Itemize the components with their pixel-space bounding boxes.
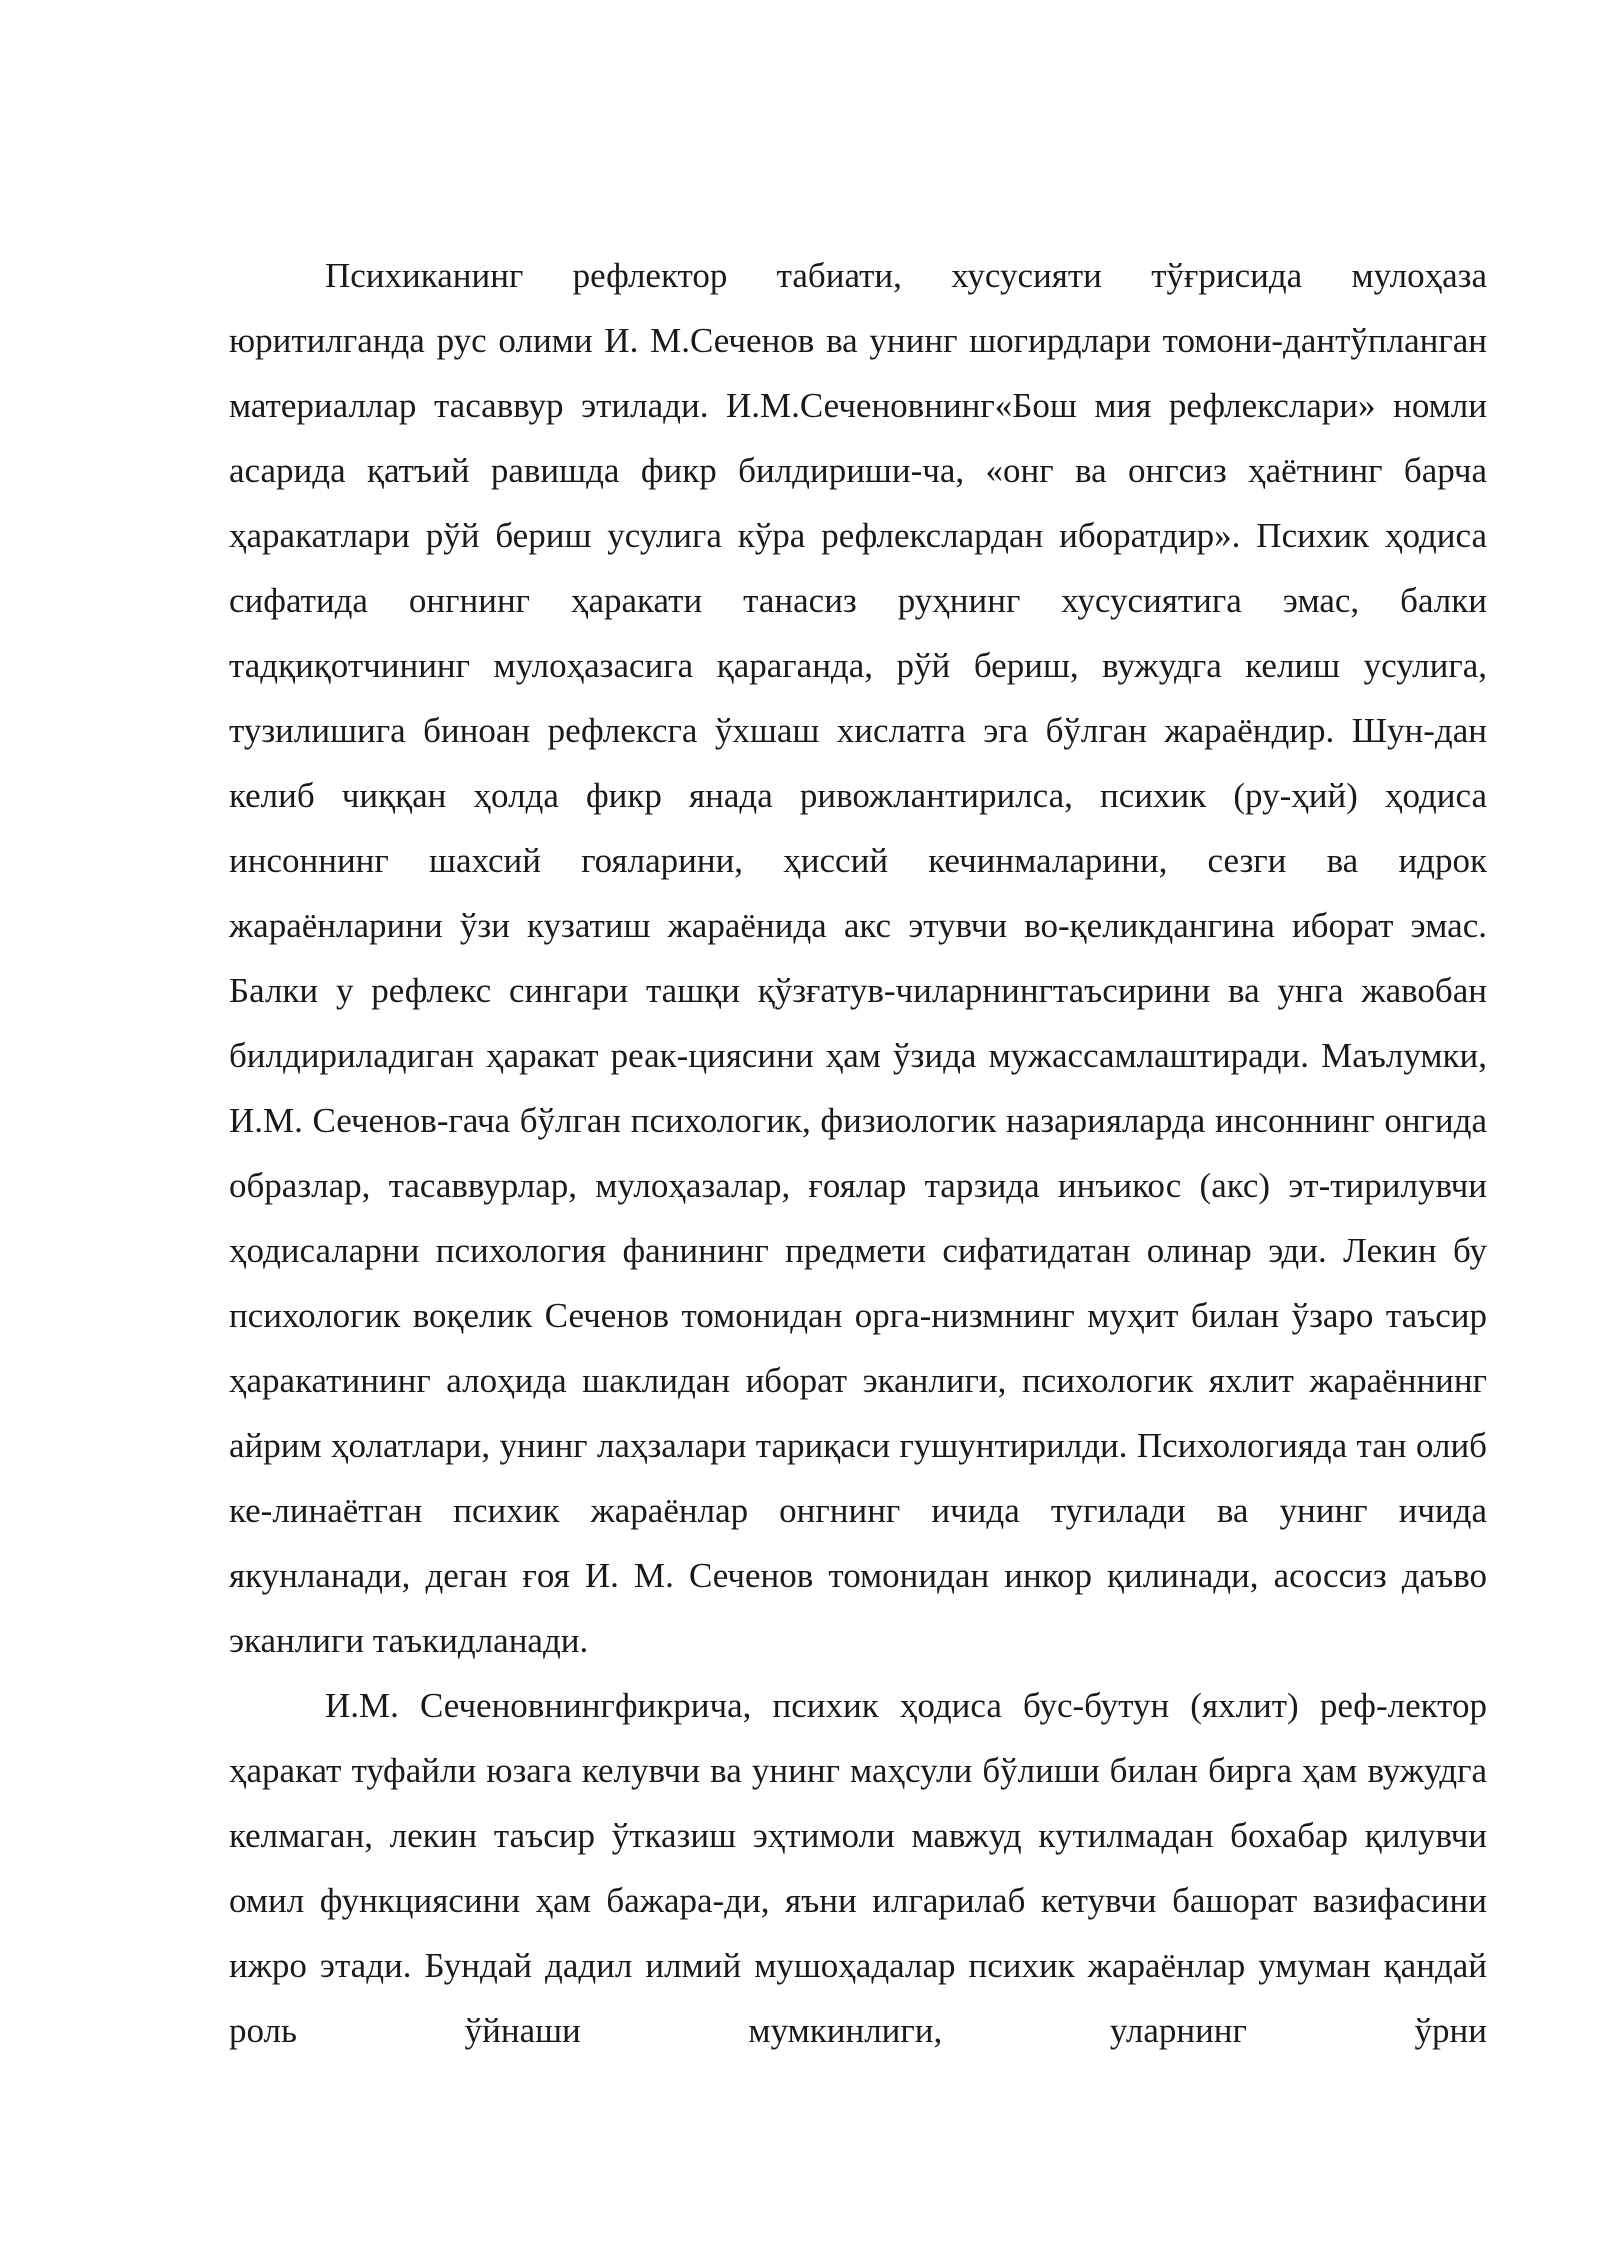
paragraph-1: Психиканинг рефлектор табиати, хусусияти тўғрисида мулоҳаза юритилганда рус олими И. М.Сеченов ва унинг шогирдлари томони-дантўпланган материаллар тасаввур этилади. И.М.Сеченовнинг«Бош мия рефлекслари» номли асарида қатъий равишда фикр билдириши-ча, «онг ва онгсиз ҳаётнинг барча ҳаракатлари рўй бериш усулига кўра рефлекслардан иборатдир». Психик ҳодиса сифатида онгнинг ҳаракати танасиз руҳнинг хусусиятига эмас, балки тадқиқотчининг мулоҳазасига қараганда, рўй бериш, вужудга келиш усулига, тузилишига биноан рефлексга ўхшаш хислатга эга бўлган жараёндир. Шун-дан келиб чиққан ҳолда фикр янада ривожлантирилса, психик (ру-ҳий) ҳодиса инсоннинг шахсий гояларини, ҳиссий кечинмаларини, сезги ва идрок жараёнларини ўзи кузатиш жараёнида акс этувчи во-қеликдангина иборат эмас. Балки у рефлекс сингари ташқи қўзғатув-чиларнингтаъсирини ва унга жавобан билдириладиган ҳаракат реак-циясини ҳам ўзида мужассамлаштиради. Маълумки, И.М. Сеченов-гача бўлган психологик, физиологик назарияларда инсоннинг онгида образлар, тасаввурлар, мулоҳазалар, ғоялар тарзида инъикос (акс) эт-тирилувчи ҳодисаларни психология фанининг предмети сифатидатан олинар эди. Лекин бу психологик воқелик Сеченов томонидан орга-низмнинг муҳит билан ўзаро таъсир ҳаракатининг алоҳида шаклидан иборат эканлиги, психологик яхлит жараённинг айрим ҳолатлари, унинг лаҳзалари тариқаси гушунтирилди. Психологияда тан олиб ке-линаётган психик жараёнлар онгнинг ичида тугилади ва унинг ичида якунланади, деган ғоя И. М. Сеченов томонидан инкор қилинади, асоссиз даъво эканлиги таъкидланади. — [229, 256, 1487, 1660]
document-body — [229, 243, 1487, 2063]
paragraph-2: И.М. Сеченовнингфикрича, психик ҳодиса бус-бутун (яхлит) реф-лектор ҳаракат туфайли юзага келувчи ва унинг маҳсули бўлиши билан бирга ҳам вужудга келмаган, лекин таъсир ўтказиш эҳтимоли мавжуд кутилмадан бохабар қилувчи омил функциясини ҳам бажара-ди, яъни илгарилаб кетувчи башорат вазифасини ижро этади. Бундай дадил илмий мушоҳадалар психик жараёнлар умуман қандай роль ўйнаши мумкинлиги, уларнинг ўрни — [229, 1686, 1487, 2050]
